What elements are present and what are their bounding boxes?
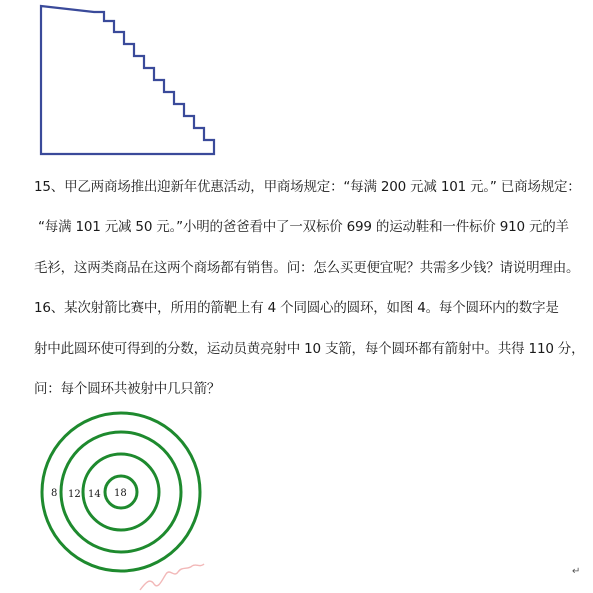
staircase-figure <box>38 4 218 160</box>
archery-target-figure <box>39 410 207 578</box>
problem-16-line-3: 问：每个圆环共被射中几只箭？ <box>34 381 221 397</box>
ring-score-second: 12 <box>68 489 81 500</box>
problem-15-line-1: 15、甲乙两商场推出迎新年优惠活动，甲商场规定：“每满 200 元减 101 元。” 已商场规定： <box>34 179 581 195</box>
problem-16-line-1: 16、某次射箭比赛中，所用的箭靶上有 4 个同圆心的圆环，如图 4。每个圆环内的数字是 <box>34 300 559 316</box>
ring-score-third: 14 <box>88 489 101 500</box>
ring-score-inner: 18 <box>114 488 127 499</box>
watermark-scribble <box>138 560 208 593</box>
ring-score-outer: 8 <box>51 488 58 499</box>
problem-16-line-2: 射中此圆环使可得到的分数，运动员黄亮射中 10 支箭，每个圆环都有箭射中。共得 110 分， <box>34 341 585 357</box>
problem-15-line-2: “每满 101 元减 50 元。”小明的爸爸看中了一双标价 699 的运动鞋和一件标价 910 元的羊 <box>38 219 569 235</box>
paragraph-mark-icon: ↵ <box>572 566 581 577</box>
staircase-outline <box>41 6 214 154</box>
problem-15-line-3: 毛衫，这两类商品在这两个商场都有销售。问：怎么买更便宜呢？共需多少钱？请说明理由。 <box>34 260 580 276</box>
